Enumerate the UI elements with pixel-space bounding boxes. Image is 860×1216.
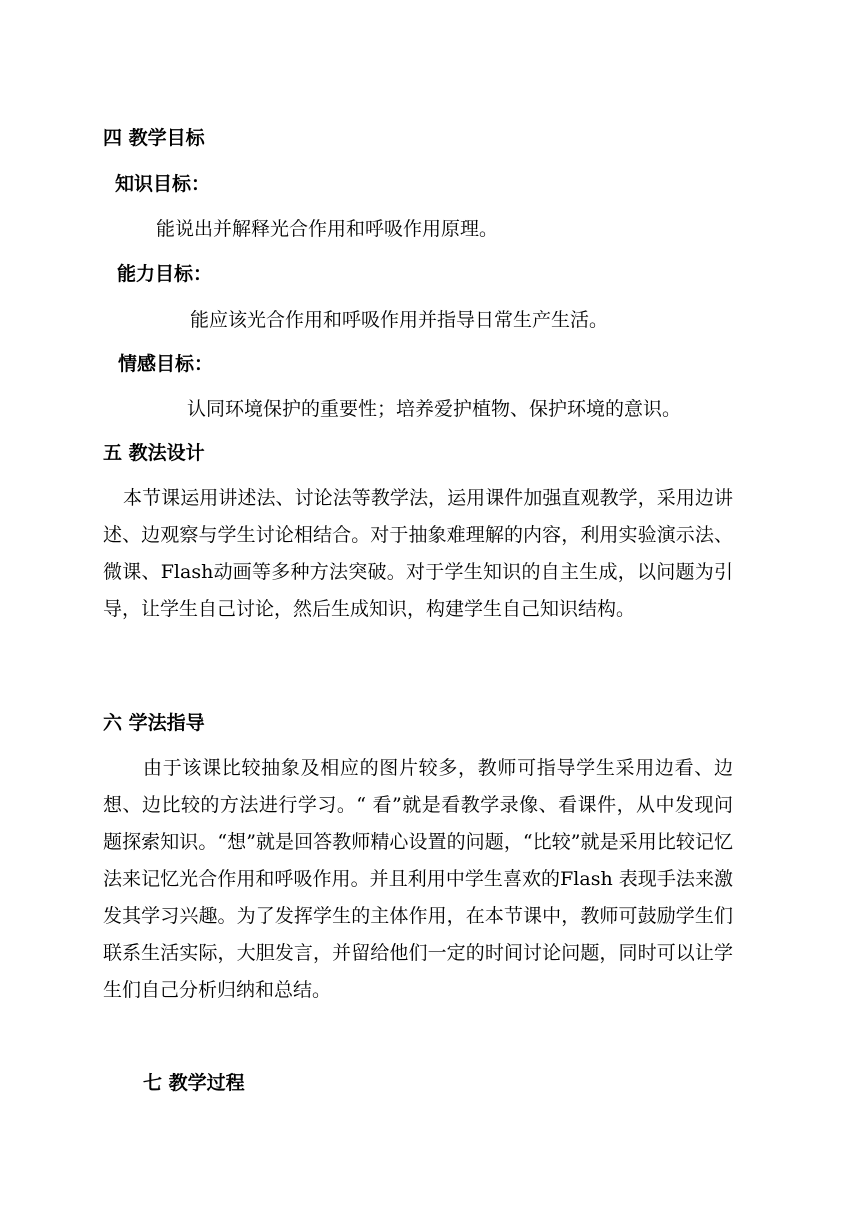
- section-7-heading: 七 教学过程: [143, 1072, 245, 1094]
- section-6-paragraph: 由于该课比较抽象及相应的图片较多，教师可指导学生采用边看、边想、边比较的方法进行学习。“ 看”就是看教学录像、看课件，从中发现问题探索知识。“想”就是回答教师精心设置的问题，“比较”就是采用比较记忆法来记忆光合作用和呼吸作用。并且利用中学生喜欢的Flash 表现手法来激发其学习兴趣。为了发挥学生的主体作用，在本节课中，教师可鼓励学生们联系生活实际，大胆发言，并留给他们一定的时间讨论问题，同时可以让学生们自己分析归纳和总结。: [103, 757, 733, 1001]
- knowledge-goal-text: 能说出并解释光合作用和呼吸作用原理。: [156, 218, 499, 240]
- ability-goal-label: 能力目标：: [117, 263, 213, 285]
- section-6-heading: 六 学法指导: [103, 712, 205, 734]
- emotion-goal-label: 情感目标：: [118, 353, 214, 375]
- section-5-paragraph: 本节课运用讲述法、讨论法等教学法，运用课件加强直观教学，采用边讲述、边观察与学生讨论相结合。对于抽象难理解的内容，利用实验演示法、微课、Flash动画等多种方法突破。对于学生知识的自主生成，以问题为引导，让学生自己讨论，然后生成知识，构建学生自己知识结构。: [103, 487, 733, 620]
- ability-goal-text: 能应该光合作用和呼吸作用并指导日常生产生活。: [190, 309, 609, 331]
- emotion-goal-text: 认同环境保护的重要性；培养爱护植物、保护环境的意识。: [187, 398, 682, 420]
- section-5-heading: 五 教法设计: [103, 442, 205, 464]
- section-4-heading: 四 教学目标: [103, 127, 205, 149]
- knowledge-goal-label: 知识目标：: [115, 173, 211, 195]
